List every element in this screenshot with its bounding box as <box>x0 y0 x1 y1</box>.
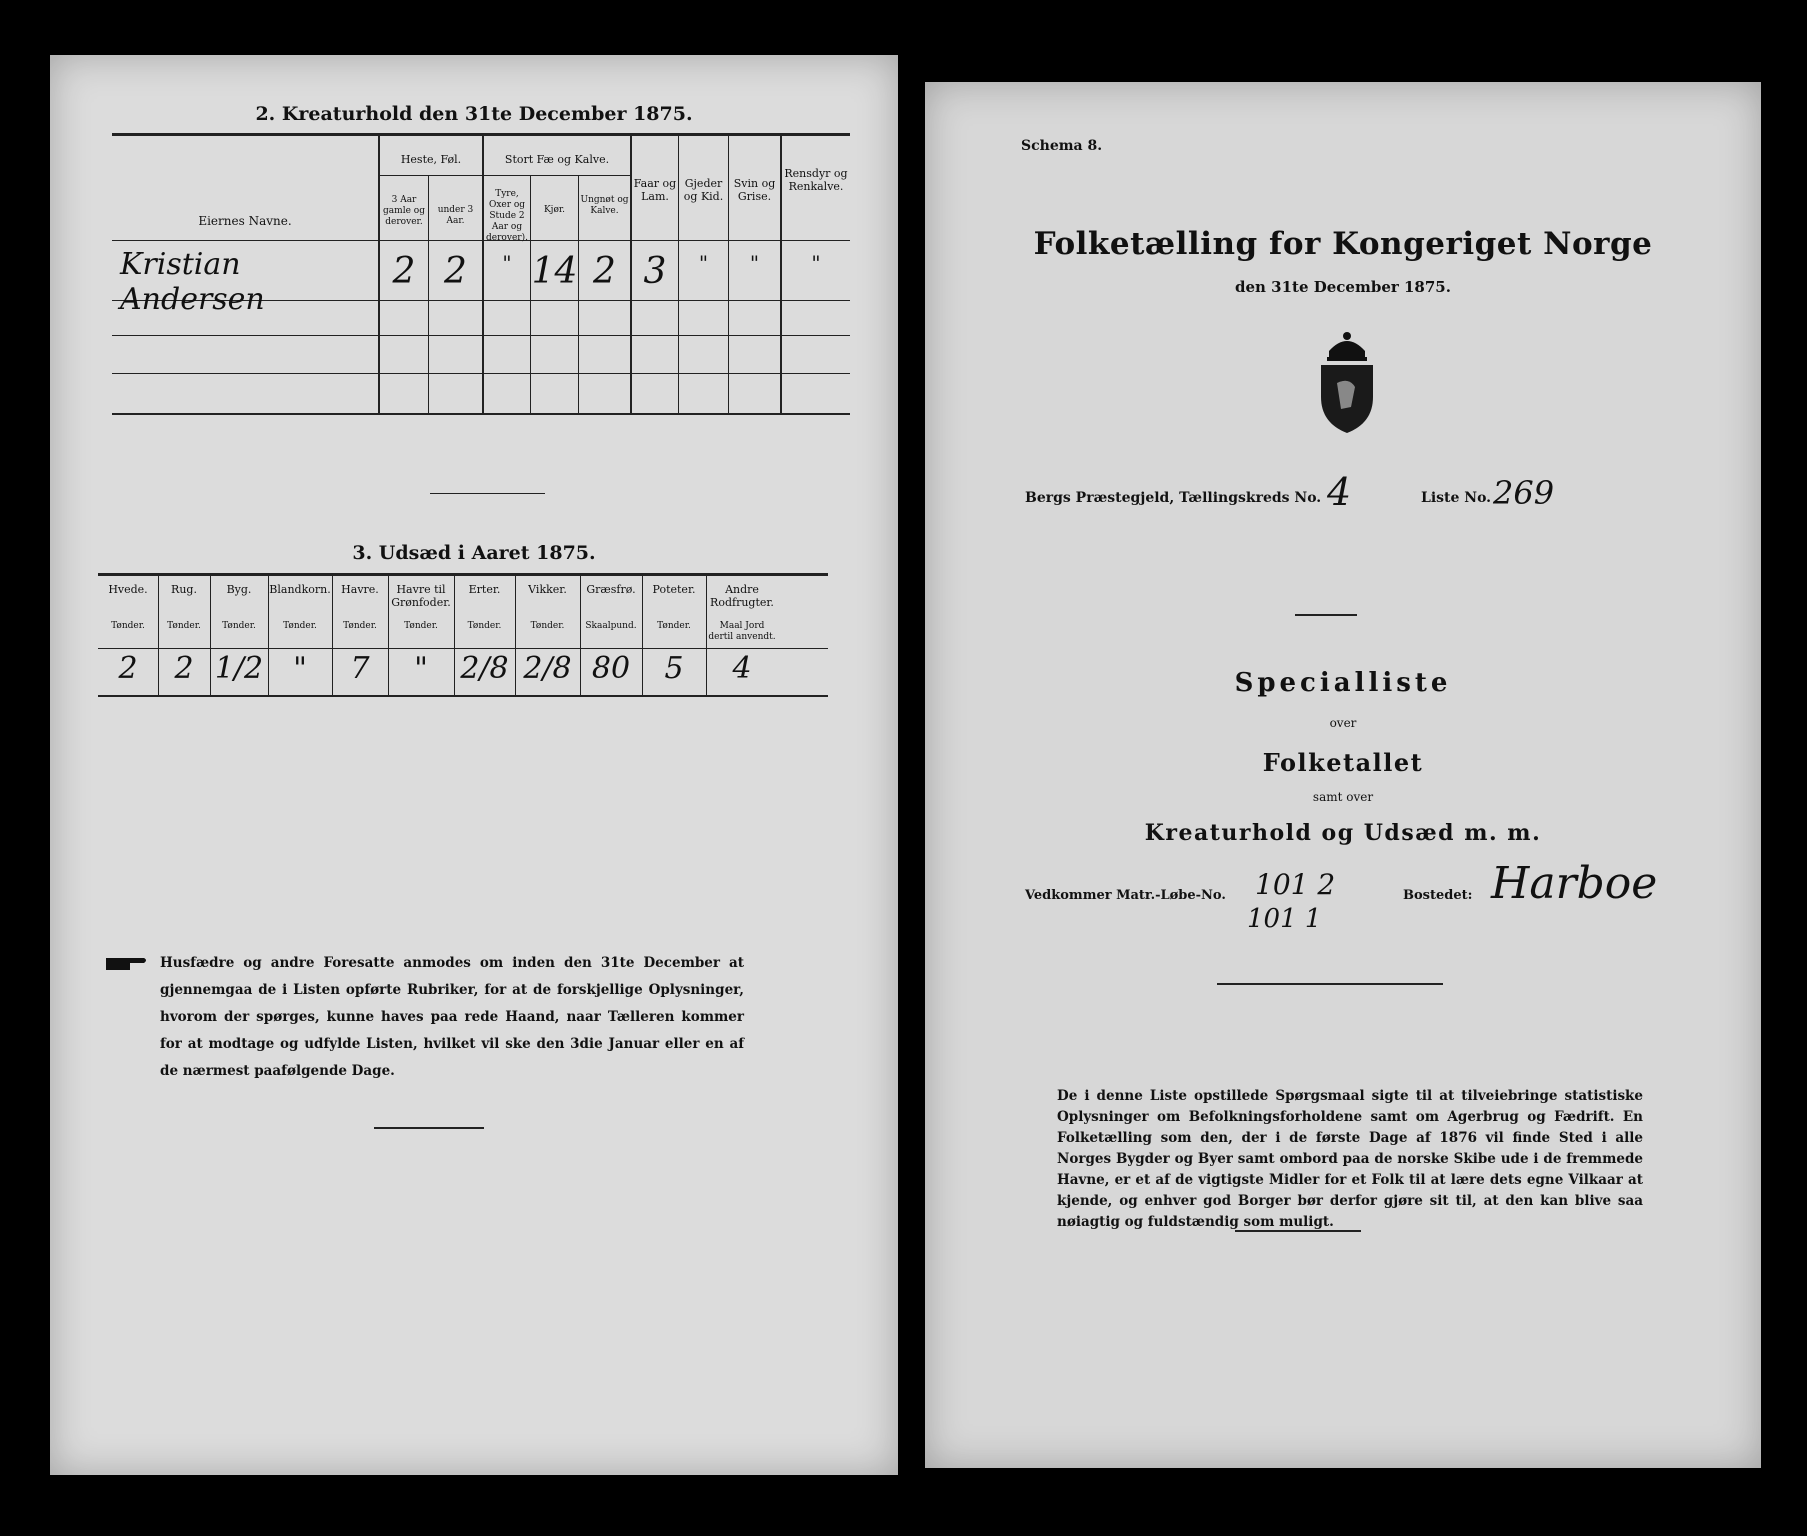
header-goats: Gjeder og Kid. <box>683 177 724 203</box>
coat-of-arms-icon <box>1307 327 1387 437</box>
header-reindeer: Rensdyr og Renkalve. <box>784 167 848 193</box>
parish-label: Bergs Præstegjeld, Tællingskreds No. <box>1025 490 1322 506</box>
seed-column-unit: Tønder. <box>467 621 502 631</box>
seed-col-rule <box>454 575 455 695</box>
header-cattle-cows: Kjør. <box>543 205 566 215</box>
place-label: Bostedet: <box>1403 888 1473 903</box>
table-header-rule <box>112 240 850 241</box>
seed-column-header: Byg. <box>226 583 252 596</box>
livestock-section-title: 2. Kreaturhold den 31te December 1875. <box>255 103 693 125</box>
district-number: 4 <box>1327 470 1352 514</box>
seed-column-unit: Tønder. <box>343 621 377 631</box>
seed-column-header: Blandkorn. <box>269 583 331 596</box>
place-name: Harboe <box>1491 858 1658 909</box>
seed-col-rule <box>210 575 211 695</box>
samt-over-word: samt over <box>1312 790 1374 804</box>
seed-column-unit: Tønder. <box>222 621 256 631</box>
separator-line <box>1295 614 1357 616</box>
separator-line <box>374 1127 484 1129</box>
value-reindeer: " <box>811 251 821 275</box>
seed-table-top-rule <box>98 573 828 576</box>
seed-value: " <box>414 651 428 686</box>
seed-column-header: Erter. <box>468 583 501 596</box>
value-sheep: 3 <box>643 251 667 292</box>
seed-column-header: Vikker. <box>528 583 567 596</box>
value-goats: " <box>698 251 709 275</box>
seed-col-rule <box>388 575 389 695</box>
seed-column-unit: Tønder. <box>657 621 691 631</box>
table-top-rule <box>112 133 850 136</box>
pointing-hand-icon <box>106 955 148 973</box>
notice-text: Husfædre og andre Foresatte anmodes om inden den 31te December at gjennemgaa de i Listen opførte Rubriker, for at de forskjellige Oplysninger, hvorom der spørges, kunne haves paa rede Haand, naar Tælleren kommer for at modtage og udfylde Listen, hvilket vil ske den 3die Januar eller en af de nærmest paafølgende Dage. <box>160 955 744 1079</box>
separator-line <box>1235 1230 1361 1232</box>
table-row-rule <box>112 373 850 374</box>
seed-value: 2/8 <box>523 651 572 686</box>
seed-column-unit: Tønder. <box>283 621 317 631</box>
seed-col-rule <box>268 575 269 695</box>
header-cattle-young: Ungnøt og Kalve. <box>580 195 629 216</box>
seed-value: 4 <box>732 651 752 686</box>
main-title: Folketælling for Kongeriget Norge <box>1033 226 1653 262</box>
population-title: Folketallet <box>1262 748 1424 777</box>
seed-col-rule <box>580 575 581 695</box>
seed-column-unit: Maal Jord dertil anvendt. <box>708 621 776 642</box>
census-date: den 31te December 1875. <box>1235 278 1451 296</box>
seed-value: 2/8 <box>460 651 509 686</box>
special-list-title: Specialliste <box>1234 668 1452 698</box>
seed-column-unit: Tønder. <box>404 621 438 631</box>
header-horses-young: under 3 Aar. <box>437 205 474 226</box>
seed-column-header: Rug. <box>171 583 197 596</box>
header-sheep: Faar og Lam. <box>633 177 677 203</box>
seed-value: 7 <box>350 651 370 686</box>
value-pigs: " <box>749 251 760 275</box>
seed-column-header: Hvede. <box>108 583 148 596</box>
seed-table-bottom-rule <box>98 695 828 697</box>
value-horses-young: 2 <box>444 251 467 292</box>
seed-value: 80 <box>591 651 631 686</box>
value-cattle-young: 2 <box>593 251 616 292</box>
table-row-rule <box>112 335 850 336</box>
owner-name: Kristian Andersen <box>120 247 265 317</box>
seed-col-rule <box>158 575 159 695</box>
right-page <box>925 82 1761 1468</box>
table-bottom-rule <box>112 413 850 415</box>
matr-number-2: 101 1 <box>1247 904 1322 934</box>
table-subheader-rule <box>380 175 630 176</box>
seed-column-unit: Skaalpund. <box>585 621 637 631</box>
over-word: over <box>1329 716 1357 730</box>
schema-label: Schema 8. <box>1021 138 1103 154</box>
livestock-seed-title: Kreaturhold og Udsæd m. m. <box>1144 820 1542 846</box>
separator-line <box>430 493 545 494</box>
seed-col-rule <box>642 575 643 695</box>
list-label: Liste No. <box>1421 490 1492 506</box>
header-cattle: Stort Fæ og Kalve. <box>504 153 610 166</box>
seed-column-header: Græsfrø. <box>586 583 636 596</box>
header-cattle-bulls: Tyre, Oxer og Stude 2 Aar og derover). <box>486 189 528 243</box>
seed-value: " <box>293 651 307 686</box>
seed-value: 1/2 <box>214 651 264 686</box>
seed-value: 5 <box>664 651 684 686</box>
header-horses-adult: 3 Aar gamle og derover. <box>383 195 425 227</box>
value-cattle-cows: 14 <box>531 251 578 292</box>
separator-arrow-line <box>1217 983 1443 985</box>
matr-number-1: 101 2 <box>1255 868 1336 901</box>
seed-section-title: 3. Udsæd i Aaret 1875. <box>352 542 596 564</box>
matr-label: Vedkommer Matr.-Løbe-No. <box>1025 888 1226 903</box>
header-horses: Heste, Føl. <box>400 153 462 166</box>
seed-column-header: Havre. <box>341 583 379 596</box>
seed-column-header: Andre Rodfrugter. <box>710 583 774 609</box>
header-owner: Eiernes Navne. <box>198 214 292 228</box>
seed-col-rule <box>515 575 516 695</box>
seed-value: 2 <box>118 651 138 686</box>
seed-column-header: Poteter. <box>652 583 696 596</box>
seed-col-rule <box>332 575 333 695</box>
seed-column-header: Havre til Grønfoder. <box>391 583 451 609</box>
seed-column-unit: Tønder. <box>167 621 201 631</box>
seed-table-header-rule <box>98 648 828 649</box>
seed-column-unit: Tønder. <box>530 621 565 631</box>
value-horses-adult: 2 <box>392 251 416 292</box>
seed-value: 2 <box>174 651 194 686</box>
left-page <box>50 55 898 1475</box>
value-cattle-bulls: " <box>502 251 512 275</box>
explanatory-paragraph: De i denne Liste opstillede Spørgsmaal sigte til at tilveiebringe statistiske Oplysninger om Befolkningsforholdene samt om Agerbrug og Fædrift. En Folketælling som den, der i de første Dage af 1876 vil finde Sted i alle Norges Bygder og Byer samt ombord paa de norske Skibe ude i de fremmede Havne, er et af de vigtigste Midler for et Folk til at lære dets egne Vilkaar at kjende, og enhver god Borger bør derfor gjøre sit til, at den kan blive saa nøiagtig og fuldstændig som muligt. <box>1057 1088 1643 1230</box>
list-number: 269 <box>1493 474 1555 512</box>
seed-column-unit: Tønder. <box>111 621 145 631</box>
header-pigs: Svin og Grise. <box>733 177 776 203</box>
seed-col-rule <box>706 575 707 695</box>
